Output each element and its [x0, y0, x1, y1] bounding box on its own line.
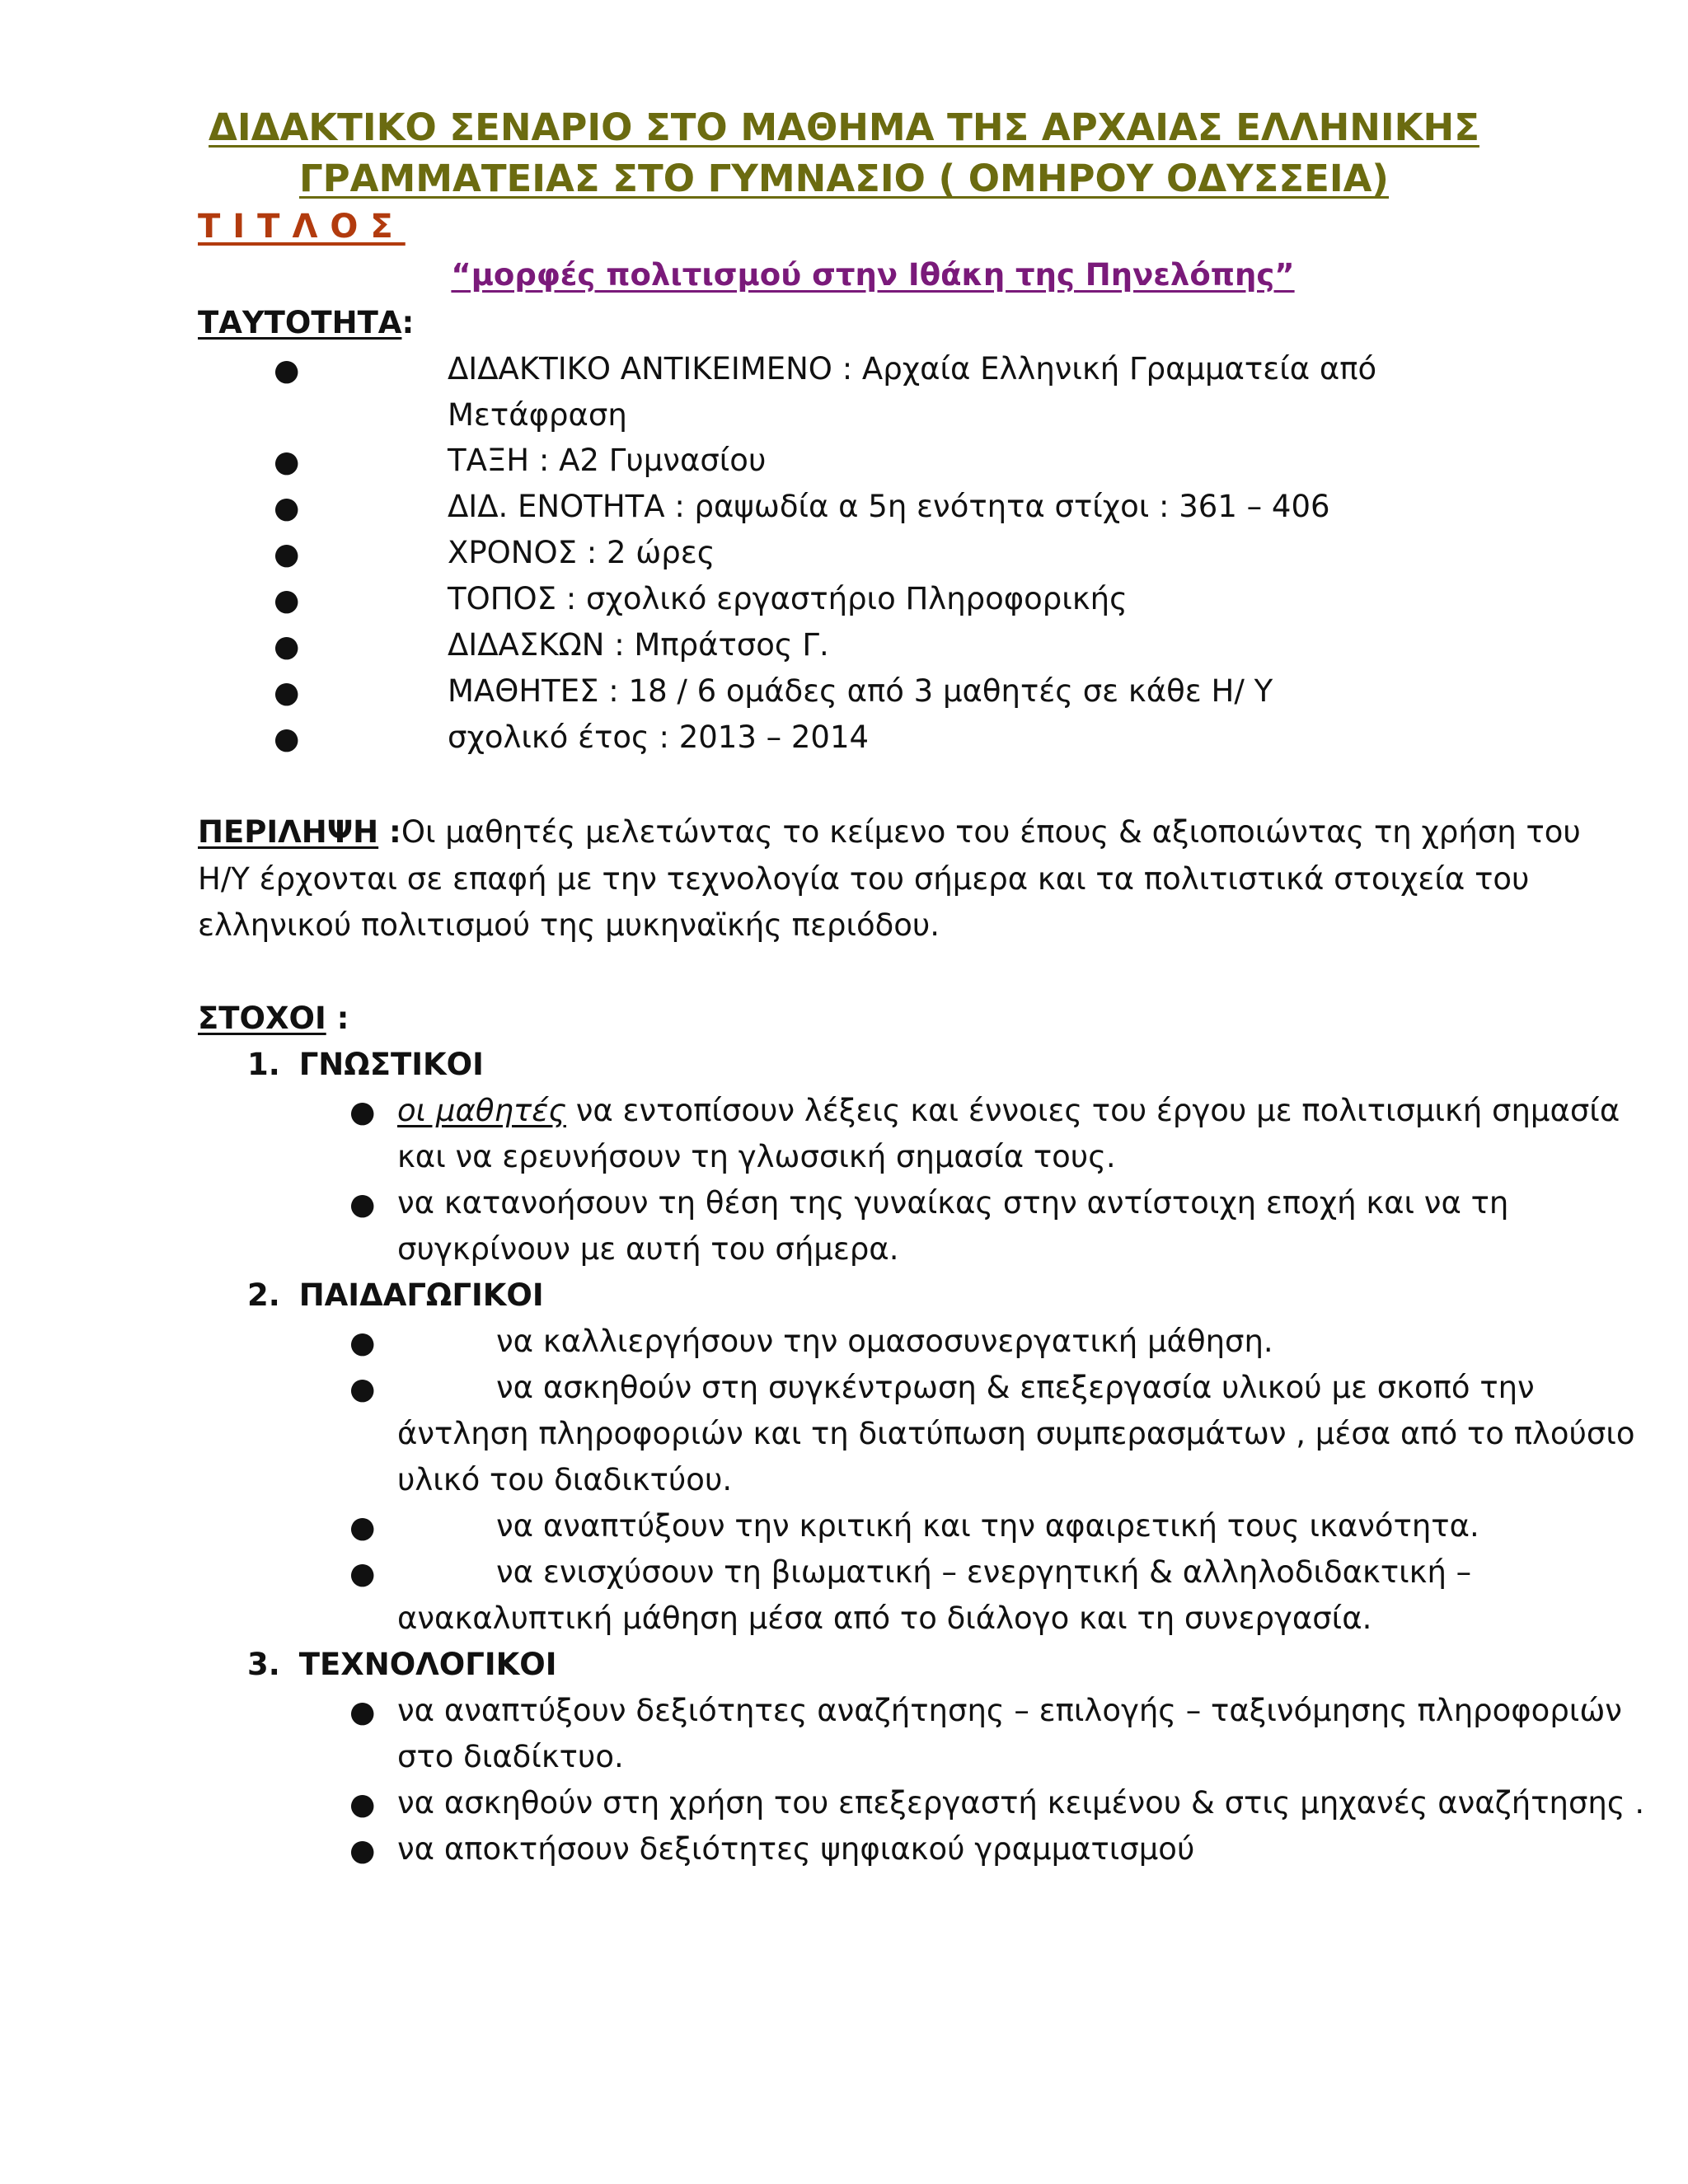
cognitive-goal-1: οι μαθητές να εντοπίσουν λέξεις και έννοιες του έργου με πολιτισμική σημασία: [397, 1093, 1620, 1128]
pedagogical-goal-2: να ασκηθούν στη συγκέντρωση & επεξεργασία υλικού με σκοπό την: [496, 1370, 1535, 1405]
identity-item-class: ΤΑΞΗ : Α2 Γυμνασίου: [448, 443, 767, 478]
bullet-icon: ●: [274, 445, 300, 479]
bullet-icon: ●: [349, 1372, 376, 1406]
bullet-icon: ●: [349, 1188, 376, 1221]
bullet-icon: ●: [349, 1557, 376, 1591]
summary-line-3: ελληνικού πολιτισμού της μυκηναϊκής περιόδου.: [198, 907, 940, 943]
identity-item-subject: ΔΙΔΑΚΤΙΚΟ ΑΝΤΙΚΕΙΜΕΝΟ : Αρχαία Ελληνική Γραμματεία από: [448, 351, 1377, 387]
identity-item-school-year: σχολικό έτος : 2013 – 2014: [448, 719, 870, 755]
titlos-label: ΤΙΤΛΟΣ: [198, 208, 406, 246]
scenario-subtitle: “μορφές πολιτισμού στην Ιθάκη της Πηνελόπης”: [451, 257, 1295, 293]
bullet-icon: ●: [274, 676, 300, 710]
bullet-icon: ●: [274, 354, 300, 387]
bullet-icon: ●: [274, 583, 300, 617]
identity-item-subject-cont: Μετάφραση: [448, 397, 627, 433]
identity-item-teacher: ΔΙΔΑΣΚΩΝ : Μπράτσος Γ.: [448, 627, 829, 663]
technological-goal-2: να ασκηθούν στη χρήση του επεξεργαστή κειμένου & στις μηχανές αναζήτησης .: [397, 1785, 1645, 1821]
pedagogical-goal-2-cont: άντληση πληροφοριών και τη διατύπωση συμπερασμάτων , μέσα από το πλούσιο: [397, 1416, 1635, 1451]
cognitive-goal-1-cont: και να ερευνήσουν τη γλωσσική σημασία τους.: [397, 1139, 1116, 1174]
bullet-icon: ●: [349, 1095, 376, 1129]
bullet-icon: ●: [274, 630, 300, 663]
identity-item-place: ΤΟΠΟΣ : σχολικό εργαστήριο Πληροφορικής: [448, 581, 1128, 616]
bullet-icon: ●: [349, 1695, 376, 1729]
pedagogical-goal-2-cont-2: υλικό του διαδικτύου.: [397, 1462, 733, 1497]
goals-section-technological: 3. ΤΕΧΝΟΛΟΓΙΚΟΙ: [247, 1647, 557, 1682]
goals-heading: ΣΤΟΧΟΙ :: [198, 1001, 349, 1036]
pedagogical-goal-4: να ενισχύσουν τη βιωματική – ενεργητική & αλληλοδιδακτική –: [496, 1554, 1472, 1590]
technological-goal-3: να αποκτήσουν δεξιότητες ψηφιακού γραμματισμού: [397, 1831, 1195, 1867]
bullet-icon: ●: [349, 1788, 376, 1821]
bullet-icon: ●: [274, 491, 300, 525]
bullet-icon: ●: [349, 1511, 376, 1544]
goals-section-pedagogical: 2. ΠΑΙΔΑΓΩΓΙΚΟΙ: [247, 1277, 544, 1313]
identity-item-students: ΜΑΘΗΤΕΣ : 18 / 6 ομάδες από 3 μαθητές σε κάθε Η/ Υ: [448, 673, 1273, 709]
bullet-icon: ●: [349, 1834, 376, 1868]
bullet-icon: ●: [274, 722, 300, 756]
bullet-icon: ●: [274, 537, 300, 571]
identity-heading: ΤΑΥΤΟΤΗΤΑ:: [198, 305, 415, 340]
pedagogical-goal-4-cont: ανακαλυπτική μάθηση μέσα από το διάλογο και τη συνεργασία.: [397, 1601, 1372, 1636]
goals-section-cognitive: 1. ΓΝΩΣΤΙΚΟΙ: [247, 1047, 484, 1082]
bullet-icon: ●: [349, 1326, 376, 1360]
identity-item-unit: ΔΙΔ. ΕΝΟΤΗΤΑ : ραψωδία α 5η ενότητα στίχοι : 361 – 406: [448, 489, 1330, 524]
document-title-line-2: ΓΡΑΜΜΑΤΕΙΑΣ ΣΤΟ ΓΥΜΝΑΣΙΟ ( ΟΜΗΡΟΥ ΟΔΥΣΣΕΙΑ): [298, 157, 1389, 200]
document-title-line-1: ΔΙΔΑΚΤΙΚΟ ΣΕΝΑΡΙΟ ΣΤΟ ΜΑΘΗΜΑ ΤΗΣ ΑΡΧΑΙΑΣ ΕΛΛΗΝΙΚΗΣ: [209, 105, 1479, 149]
summary-heading: ΠΕΡΙΛΗΨΗ :: [198, 814, 401, 850]
pedagogical-goal-1: να καλλιεργήσουν την ομασοσυνεργατική μάθηση.: [496, 1324, 1273, 1359]
pedagogical-goal-3: να αναπτύξουν την κριτική και την αφαιρετική τους ικανότητα.: [496, 1508, 1479, 1544]
summary-line-1: ΠΕΡΙΛΗΨΗ :Οι μαθητές μελετώντας το κείμενο του έπους & αξιοποιώντας τη χρήση του: [198, 814, 1581, 850]
cognitive-goal-2-cont: συγκρίνουν με αυτή του σήμερα.: [397, 1231, 899, 1267]
identity-item-time: ΧΡΟΝΟΣ : 2 ώρες: [448, 535, 715, 570]
cognitive-goal-2: να κατανοήσουν τη θέση της γυναίκας στην αντίστοιχη εποχή και να τη: [397, 1185, 1509, 1221]
technological-goal-1: να αναπτύξουν δεξιότητες αναζήτησης – επιλογής – ταξινόμησης πληροφοριών: [397, 1693, 1622, 1728]
technological-goal-1-cont: στο διαδίκτυο.: [397, 1739, 624, 1774]
summary-line-2: Η/Υ έρχονται σε επαφή με την τεχνολογία του σήμερα και τα πολιτιστικά στοιχεία του: [198, 861, 1530, 897]
